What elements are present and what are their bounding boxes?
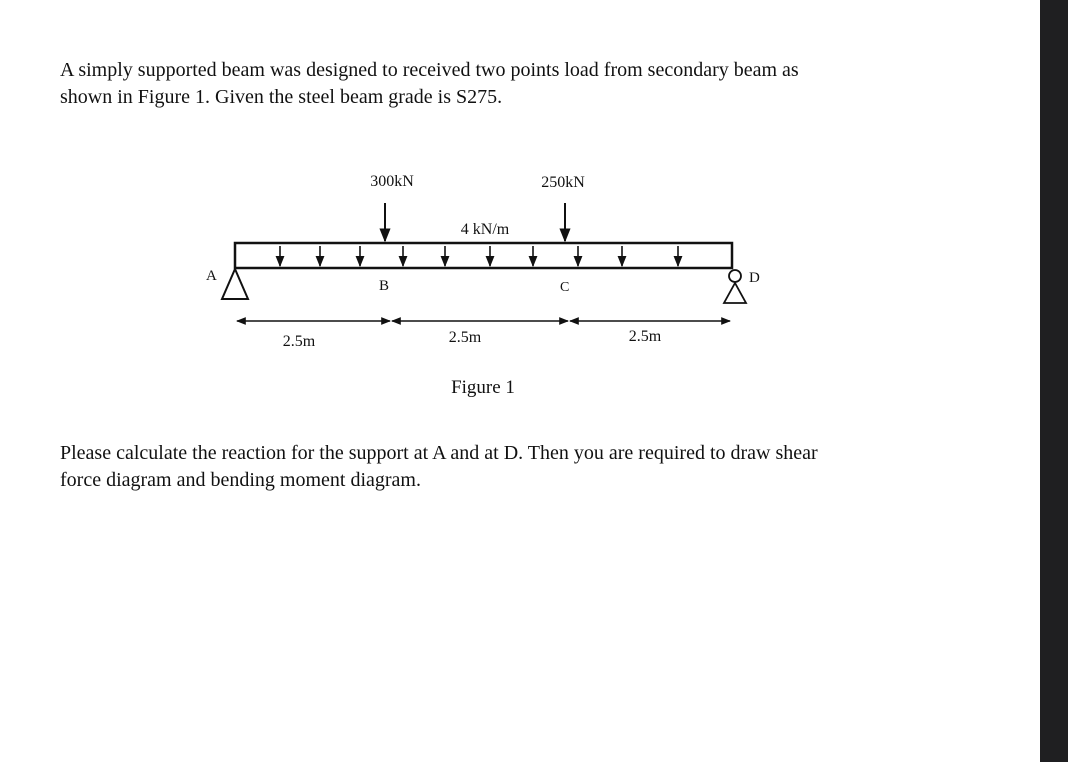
span-bc-label: 2.5m — [448, 329, 482, 346]
problem-statement-line-1: A simply supported beam was designed to received two points load from secondary beam as — [60, 59, 799, 81]
udl-arrows — [280, 246, 678, 266]
point-load-c-label: 250kN — [541, 174, 585, 191]
pin-support-a — [222, 269, 248, 299]
problem-statement-line-2: shown in Figure 1. Given the steel beam grade is S275. — [60, 86, 503, 108]
point-label-d: D — [749, 270, 760, 286]
udl-label: 4 kN/m — [460, 221, 510, 238]
question-line-1: Please calculate the reaction for the support at A and at D. Then you are required to draw shear — [60, 442, 818, 464]
point-label-c: C — [560, 280, 570, 295]
dark-edge-panel — [1040, 0, 1068, 762]
figure-caption: Figure 1 — [451, 377, 515, 398]
point-load-b-label: 300kN — [370, 173, 414, 190]
span-cd-label: 2.5m — [628, 328, 662, 345]
question-line-2: force diagram and bending moment diagram. — [60, 469, 421, 491]
span-ab-label: 2.5m — [282, 333, 316, 350]
question-text — [60, 440, 920, 494]
beam — [235, 243, 732, 268]
point-label-b: B — [379, 278, 390, 294]
point-label-a: A — [206, 268, 217, 284]
roller-support-d — [724, 270, 746, 303]
